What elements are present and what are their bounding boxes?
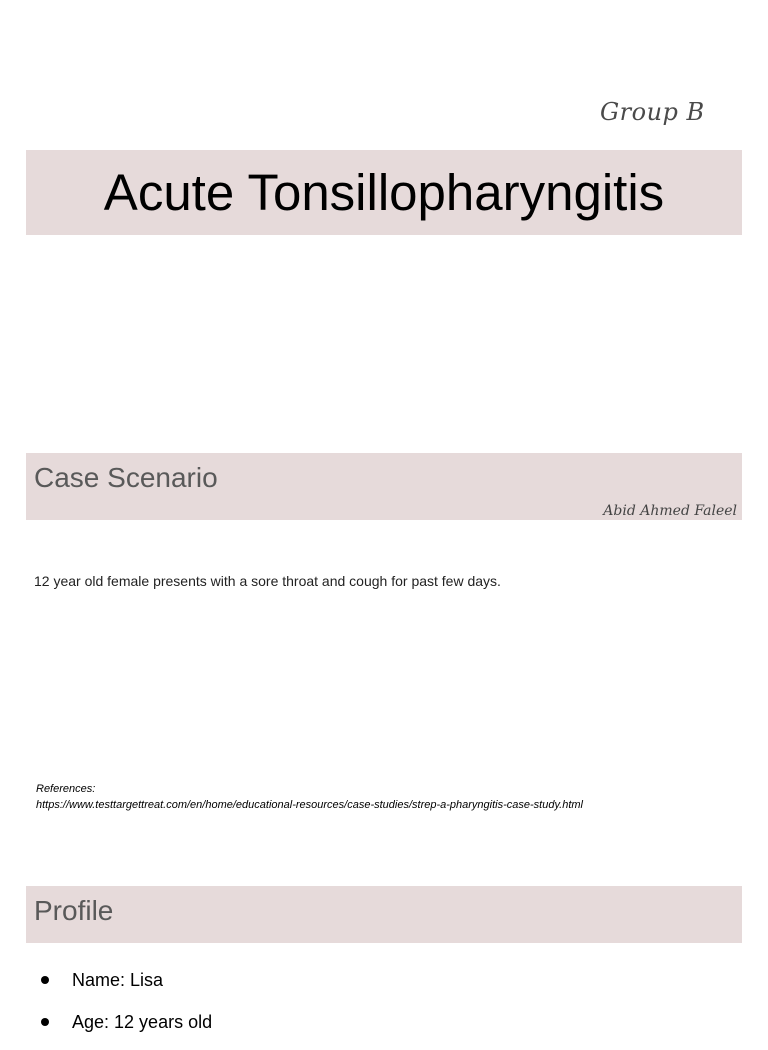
references-block — [36, 781, 583, 813]
profile-item-name — [34, 966, 212, 1008]
case-description: 12 year old female presents with a sore throat and cough for past few days. — [34, 573, 501, 589]
group-label: Group B — [600, 98, 705, 126]
bullet-icon — [41, 1018, 49, 1026]
document-title: Acute Tonsillopharyngitis — [103, 164, 665, 221]
profile-item-age — [34, 1008, 212, 1050]
profile-list — [34, 966, 212, 1050]
case-scenario-banner — [26, 453, 742, 520]
case-scenario-heading: Case Scenario — [34, 462, 218, 493]
profile-heading: Profile — [34, 895, 114, 926]
title-banner — [26, 150, 742, 235]
profile-item-text: Age: 12 years old — [72, 1012, 213, 1032]
references-label: References: — [36, 783, 96, 795]
profile-item-text: Name: Lisa — [72, 970, 164, 990]
references-link[interactable]: https://www.testtargettreat.com/en/home/educational-resources/case-studies/strep-a-pharyngitis-case-study.html — [36, 799, 583, 811]
bullet-icon — [41, 976, 49, 984]
author-signature: Abid Ahmed Faleel — [603, 503, 737, 519]
profile-banner — [26, 886, 742, 943]
